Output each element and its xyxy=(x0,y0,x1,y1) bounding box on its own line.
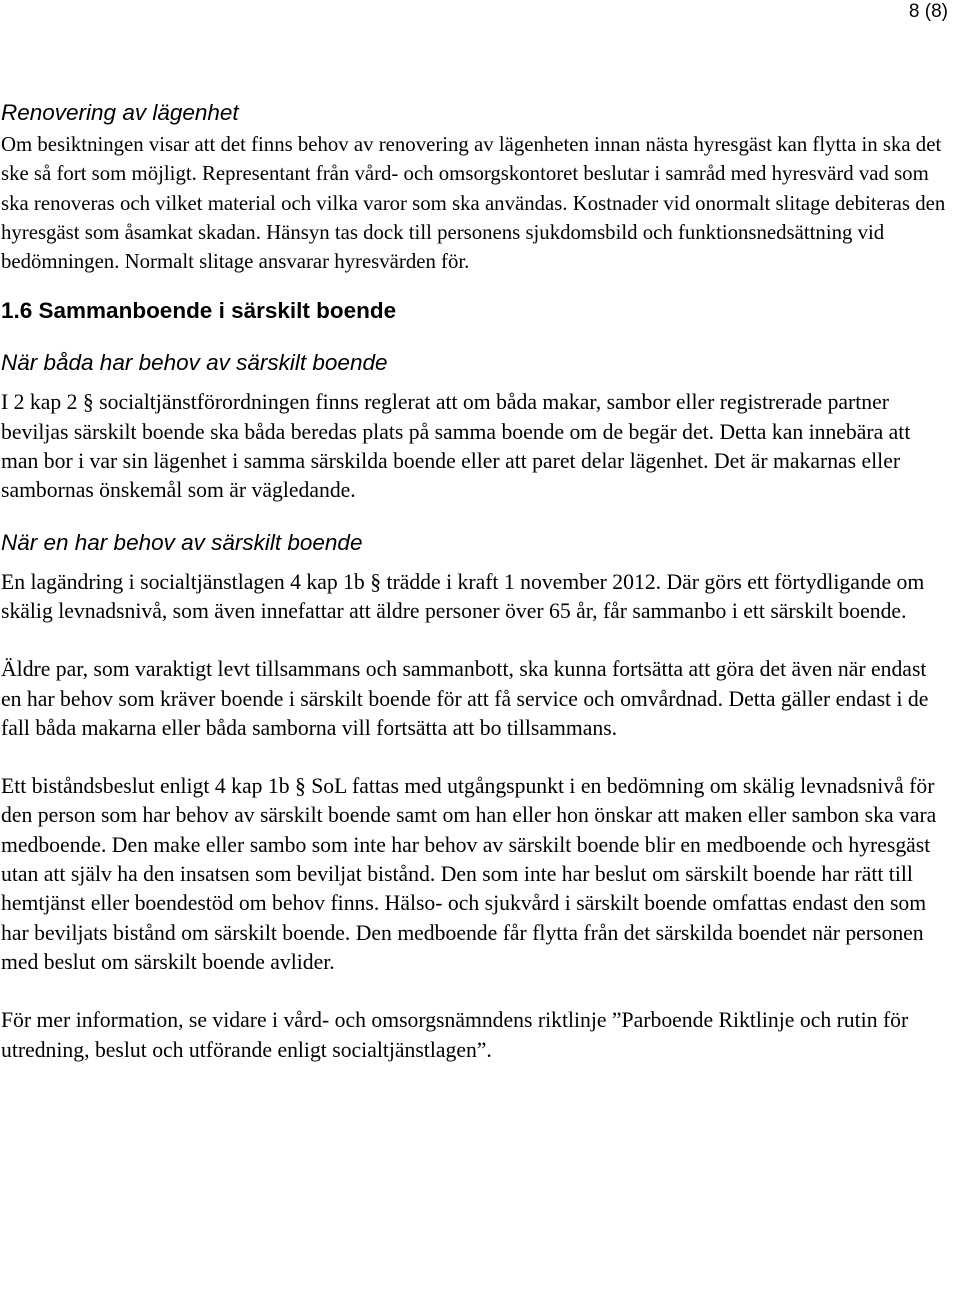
one-needs-paragraph-3: Ett biståndsbeslut enligt 4 kap 1b § SoL fattas med utgångspunkt i en bedömning om skälig levnadsnivå för den person som har behov av särskilt boende samt om han eller hon önskar att maken eller sambon ska vara medboende. Den make eller sambo som inte har behov av särskilt boende blir en medboende och hyresgäst utan att själv ha den insatsen som beviljat bistånd. Den som inte har beslut om särskilt boende har rätt till hemtjänst eller boendestöd om behov finns. Hälso- och sjukvård i särskilt boende omfattas endast den som har beviljats bistånd om särskilt boende. Den medboende får flytta från det särskilda boendet när personen med beslut om särskilt boende avlider. xyxy=(1,774,937,974)
one-needs-paragraph-1: En lagändring i socialtjänstlagen 4 kap 1b § trädde i kraft 1 november 2012. Där görs ett förtydligande om skälig levnadsnivå, som även innefattar att äldre personer över 65 år, får sammanbo i ett särskilt boende. xyxy=(1,569,925,623)
renovation-heading: Renovering av lägenhet xyxy=(1,100,239,125)
both-need-paragraph: I 2 kap 2 § socialtjänstförordningen finns reglerat att om båda makar, sambor eller registrerade partner beviljas särskilt boende ska båda beredas plats på samma boende om de begär det. Detta kan innebära att man bor i var sin lägenhet i samma särskilda boende eller att paret delar lägenhet. Det är makarnas eller sambornas önskemål som är vägledande. xyxy=(1,390,911,503)
section-heading: 1.6 Sammanboende i särskilt boende xyxy=(1,298,397,324)
more-info-paragraph: För mer information, se vidare i vård- och omsorgsnämndens riktlinje ”Parboende Riktlinje och rutin för utredning, beslut och utförande enligt socialtjänstlagen”. xyxy=(1,1008,909,1062)
one-needs-heading: När en har behov av särskilt boende xyxy=(1,529,363,555)
page-number: 8 (8) xyxy=(908,1,948,22)
document-body xyxy=(1,98,946,1065)
both-need-heading: När båda har behov av särskilt boende xyxy=(1,350,388,376)
one-needs-paragraph-2: Äldre par, som varaktigt levt tillsammans och sammanbott, ska kunna fortsätta att göra det även när endast en har behov som kräver boende i särskilt boende för att få service och omvårdnad. Detta gäller endast i de fall båda makarna eller båda samborna vill fortsätta att bo tillsammans. xyxy=(1,657,929,740)
renovation-paragraph: Om besiktningen visar att det finns behov av renovering av lägenheten innan nästa hyresgäst kan flytta in ska det ske så fort som möjligt. Representant från vård- och omsorgskontoret beslutar i samråd med hyresvärd vad som ska renoveras och vilket material och vilka varor som ska användas. Kostnader vid onormalt slitage debiteras den hyresgäst som åsamkat skadan. Hänsyn tas dock till personens sjukdomsbild och funktionsnedsättning vid bedömningen. Normalt slitage ansvarar hyresvärden för. xyxy=(1,133,946,274)
